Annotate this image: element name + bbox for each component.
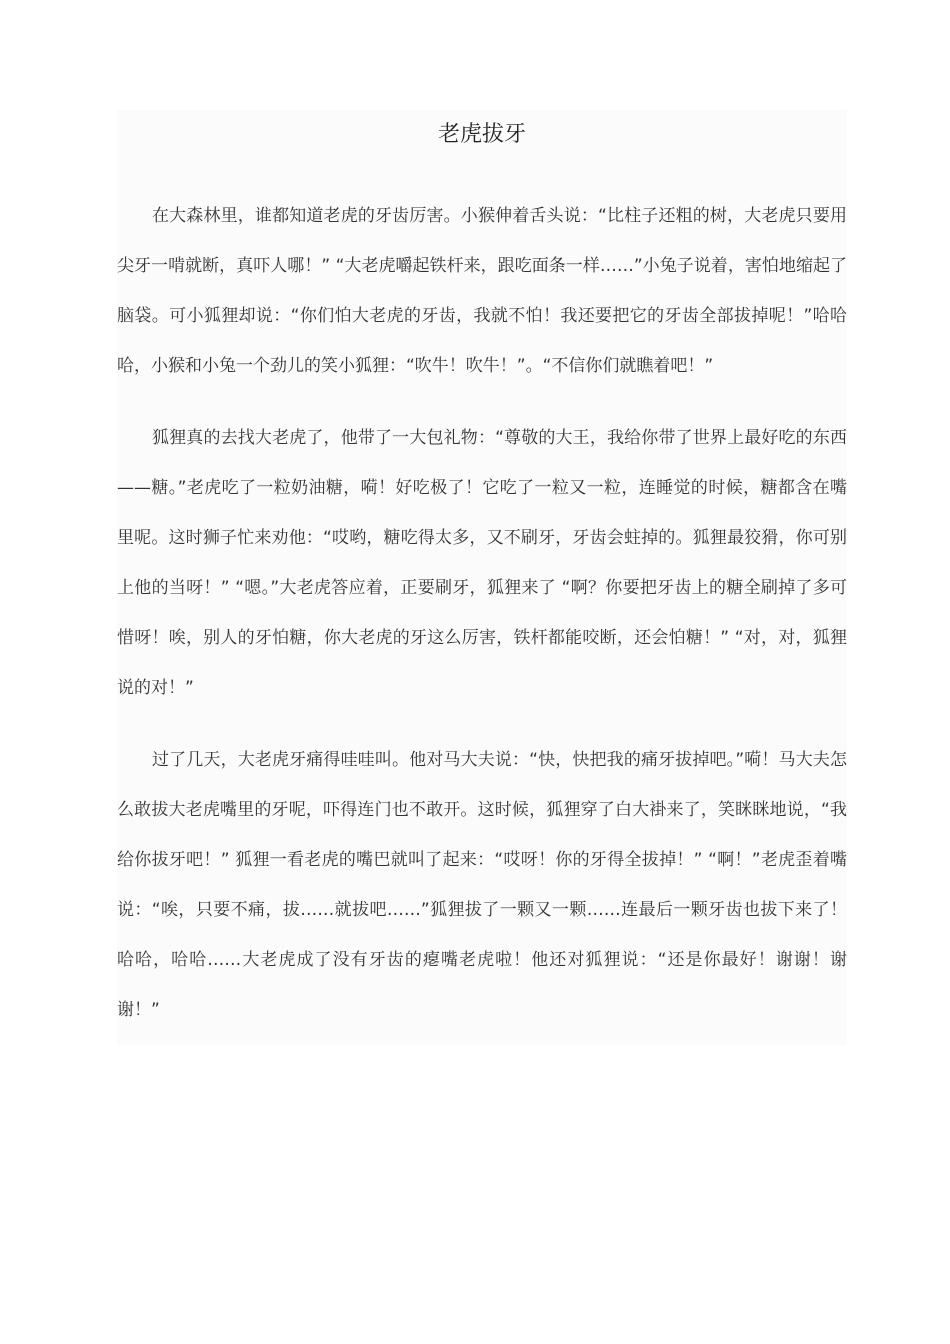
document-title: 老虎拔牙 — [437, 122, 526, 147]
document-body — [117, 110, 847, 1045]
paragraph-3: 过了几天，大老虎牙痛得哇哇叫。他对马大夫说：“快，快把我的痛牙拔掉吧。”嗬！马大夫怎么敢拔大老虎嘴里的牙呢，吓得连门也不敢开。这时候，狐狸穿了白大褂来了，笑眯眯地说，“我给你拔牙吧！” 狐狸一看老虎的嘴巴就叫了起来：“哎呀！你的牙得全拔掉！” “啊！”老虎歪着嘴说：“唉，只要不痛，拔……就拔吧……”狐狸拔了一颗又一颗……连最后一颗牙齿也拔下来了！哈哈，哈哈……大老虎成了没有牙齿的瘪嘴老虎啦！他还对狐狸说：“还是你最好！谢谢！谢谢！” — [117, 750, 847, 1020]
paragraph-2: 狐狸真的去找大老虎了，他带了一大包礼物：“尊敬的大王，我给你带了世界上最好吃的东西——糖。”老虎吃了一粒奶油糖，嗬！好吃极了！它吃了一粒又一粒，连睡觉的时候，糖都含在嘴里呢。这时狮子忙来劝他：“哎哟，糖吃得太多，又不刷牙，牙齿会蛀掉的。狐狸最狡猾，你可别上他的当呀！” “嗯。”大老虎答应着，正要刷牙，狐狸来了 “啊？你要把牙齿上的糖全刷掉了多可惜呀！唉，别人的牙怕糖，你大老虎的牙这么厉害，铁杆都能咬断，还会怕糖！” “对，对，狐狸说的对！” — [117, 428, 847, 698]
paragraph-1: 在大森林里，谁都知道老虎的牙齿厉害。小猴伸着舌头说：“比柱子还粗的树，大老虎只要用尖牙一啃就断，真吓人哪！” “大老虎嚼起铁杆来，跟吃面条一样……”小兔子说着，害怕地缩起了脑袋。可小狐狸却说：“你们怕大老虎的牙齿，我就不怕！我还要把它的牙齿全部拔掉呢！”哈哈哈，小猴和小兔一个劲儿的笑小狐狸：“吹牛！吹牛！”。“不信你们就瞧着吧！” — [117, 206, 847, 376]
